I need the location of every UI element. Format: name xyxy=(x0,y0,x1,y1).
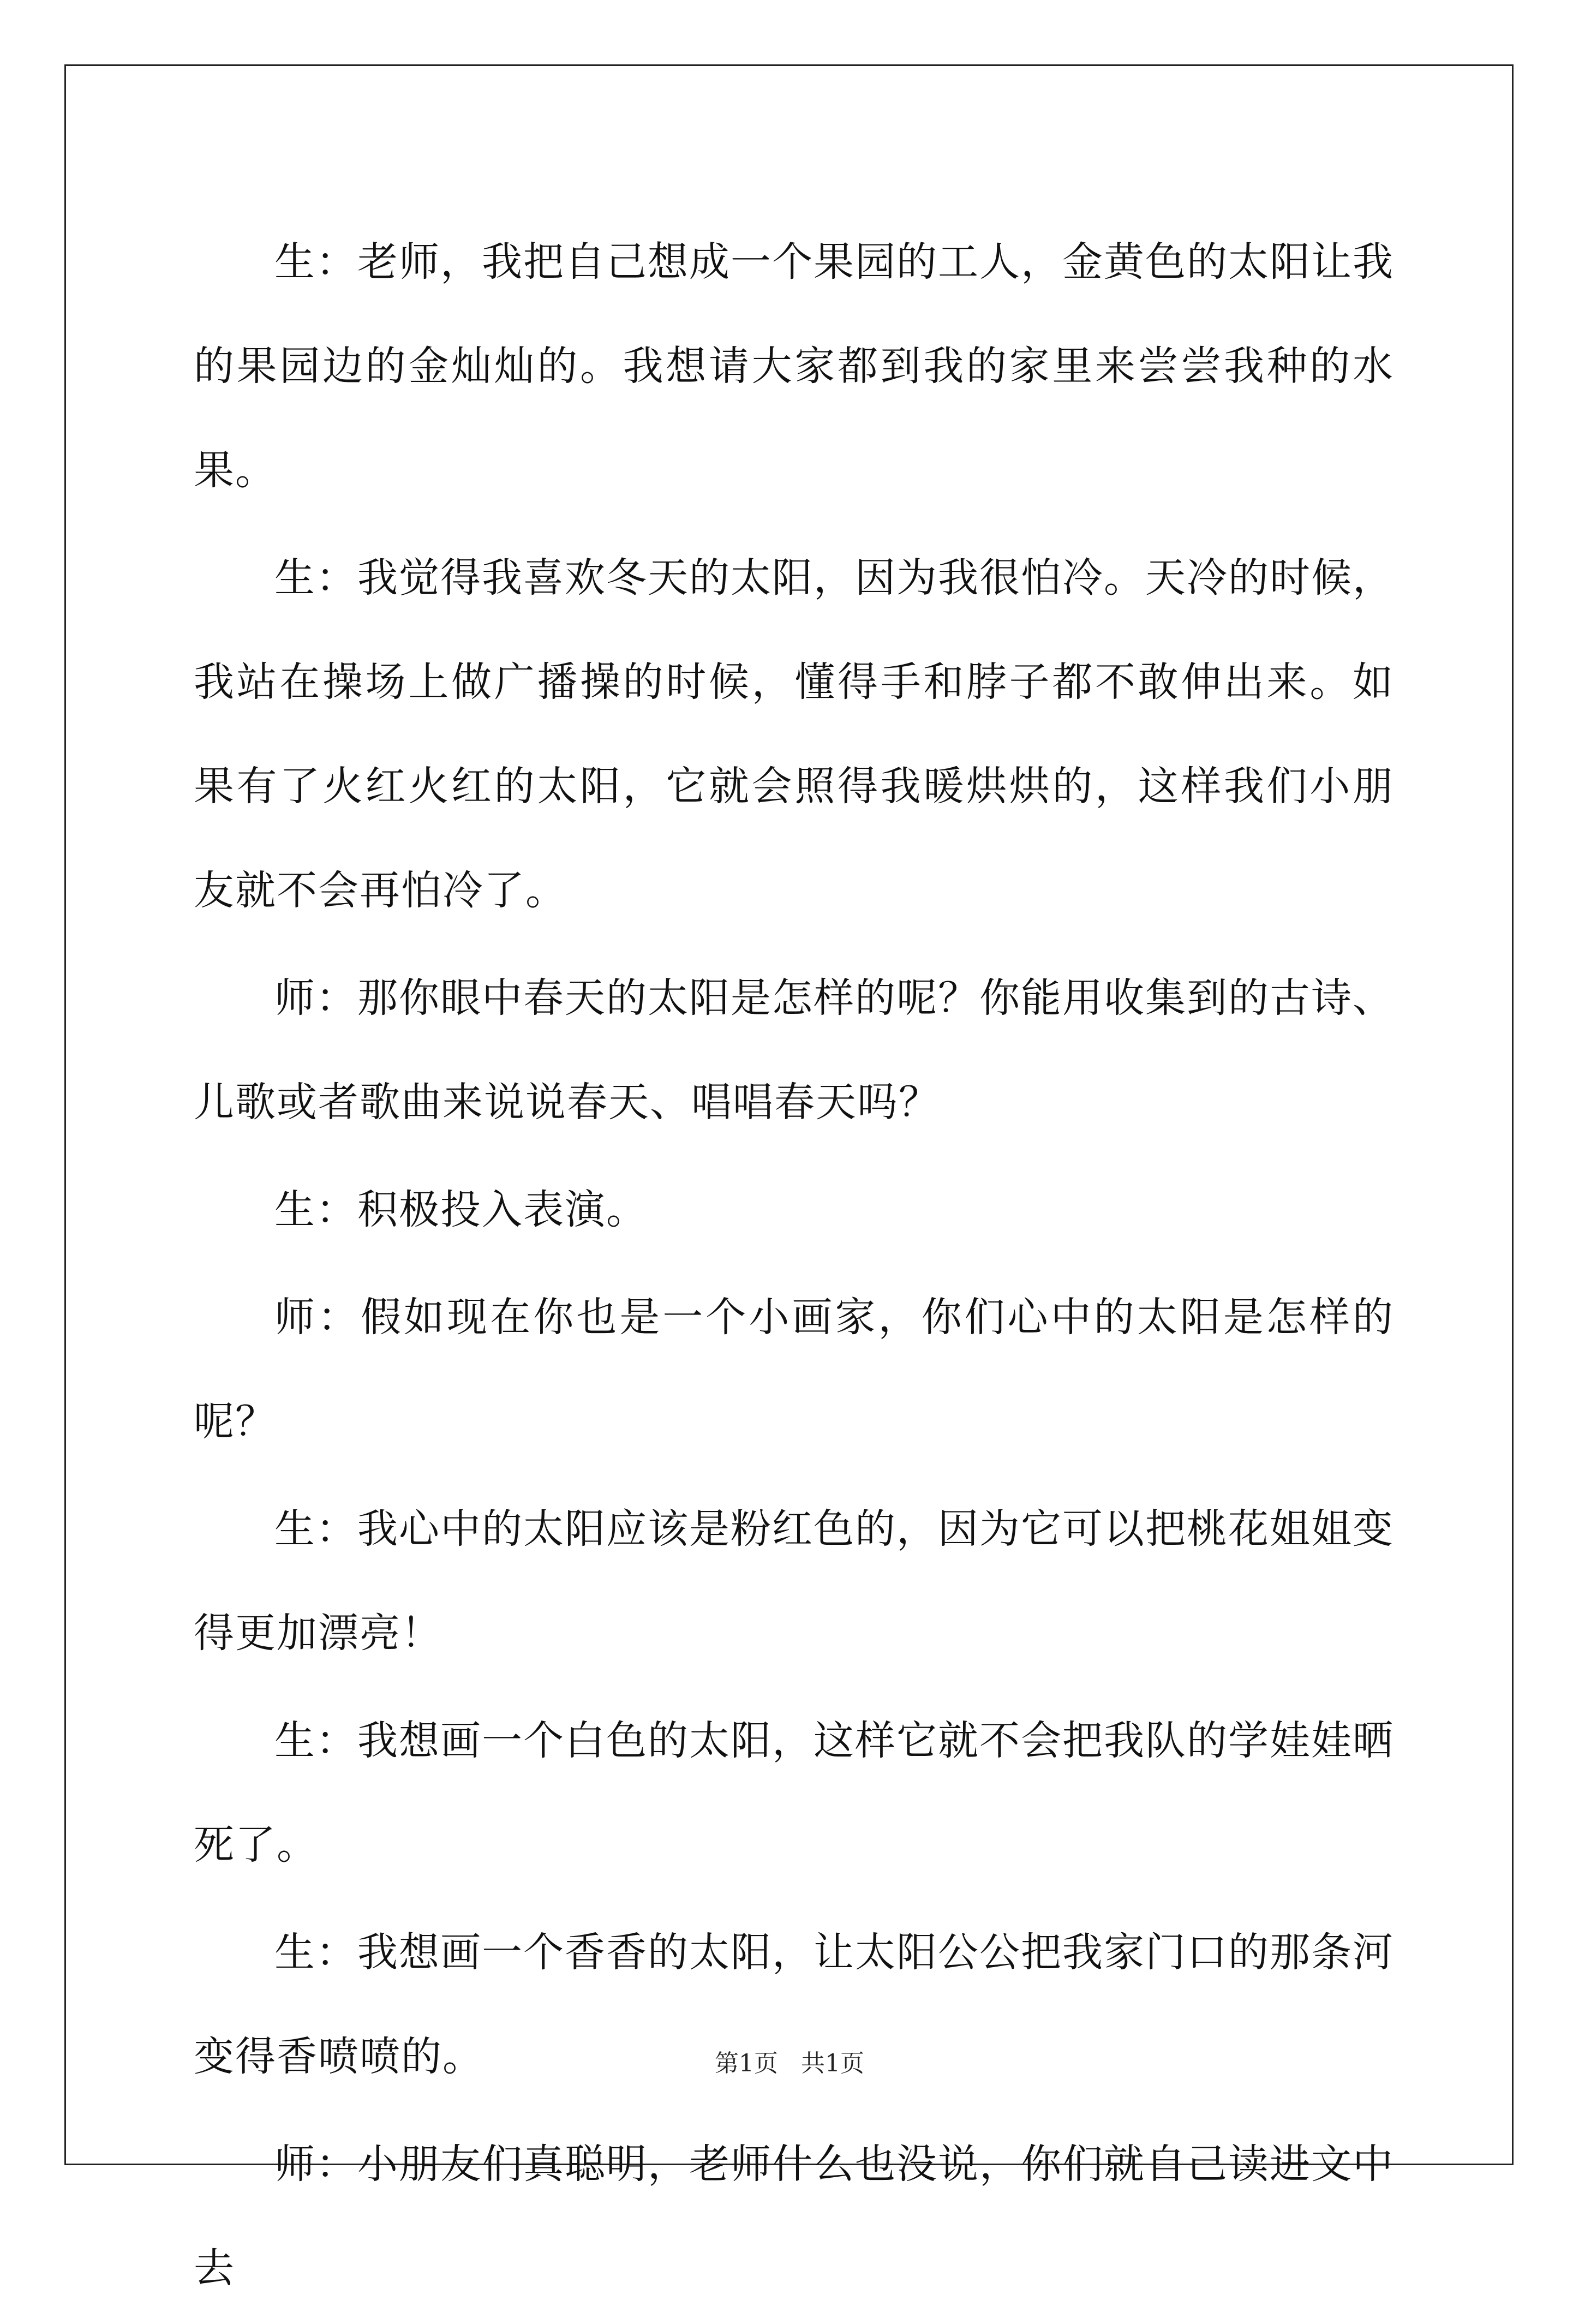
paragraph-7: 生：我想画一个白色的太阳，这样它就不会把我队的学娃娃晒死了。 xyxy=(194,1717,1394,1868)
page-total: 共1页 xyxy=(800,2050,864,2077)
paragraph-6: 生：我心中的太阳应该是粉红色的，因为它可以把桃花姐姐变得更加漂亮！ xyxy=(194,1505,1394,1657)
footer-spacer xyxy=(778,2050,801,2077)
page-footer xyxy=(0,2044,1579,2078)
paragraph-5: 师：假如现在你也是一个小画家，你们心中的太阳是怎样的呢？ xyxy=(194,1294,1394,1445)
paragraph-4: 生：积极投入表演。 xyxy=(274,1186,648,1233)
paragraph-2: 生：我觉得我喜欢冬天的太阳，因为我很怕冷。天冷的时候，我站在操场上做广播操的时候，懂得手和脖子都不敢伸出来。如果有了火红火红的太阳，它就会照得我暖烘烘的，这样我们小朋友就不会再怕冷了。 xyxy=(194,554,1394,914)
paragraph-9: 师：小朋友们真聪明，老师什么也没说，你们就自己读进文中去 xyxy=(194,2141,1394,2292)
paragraph-3: 师：那你眼中春天的太阳是怎样的呢？你能用收集到的古诗、儿歌或者歌曲来说说春天、唱唱春天吗？ xyxy=(194,975,1394,1126)
page-number: 第1页 xyxy=(715,2050,779,2077)
document-body xyxy=(194,210,1394,2324)
paragraph-1: 生：老师，我把自己想成一个果园的工人，金黄色的太阳让我的果园边的金灿灿的。我想请大家都到我的家里来尝尝我种的水果。 xyxy=(194,238,1394,494)
paragraph-8: 生：我想画一个香香的太阳，让太阳公公把我家门口的那条河变得香喷喷的。 xyxy=(194,1929,1394,2080)
